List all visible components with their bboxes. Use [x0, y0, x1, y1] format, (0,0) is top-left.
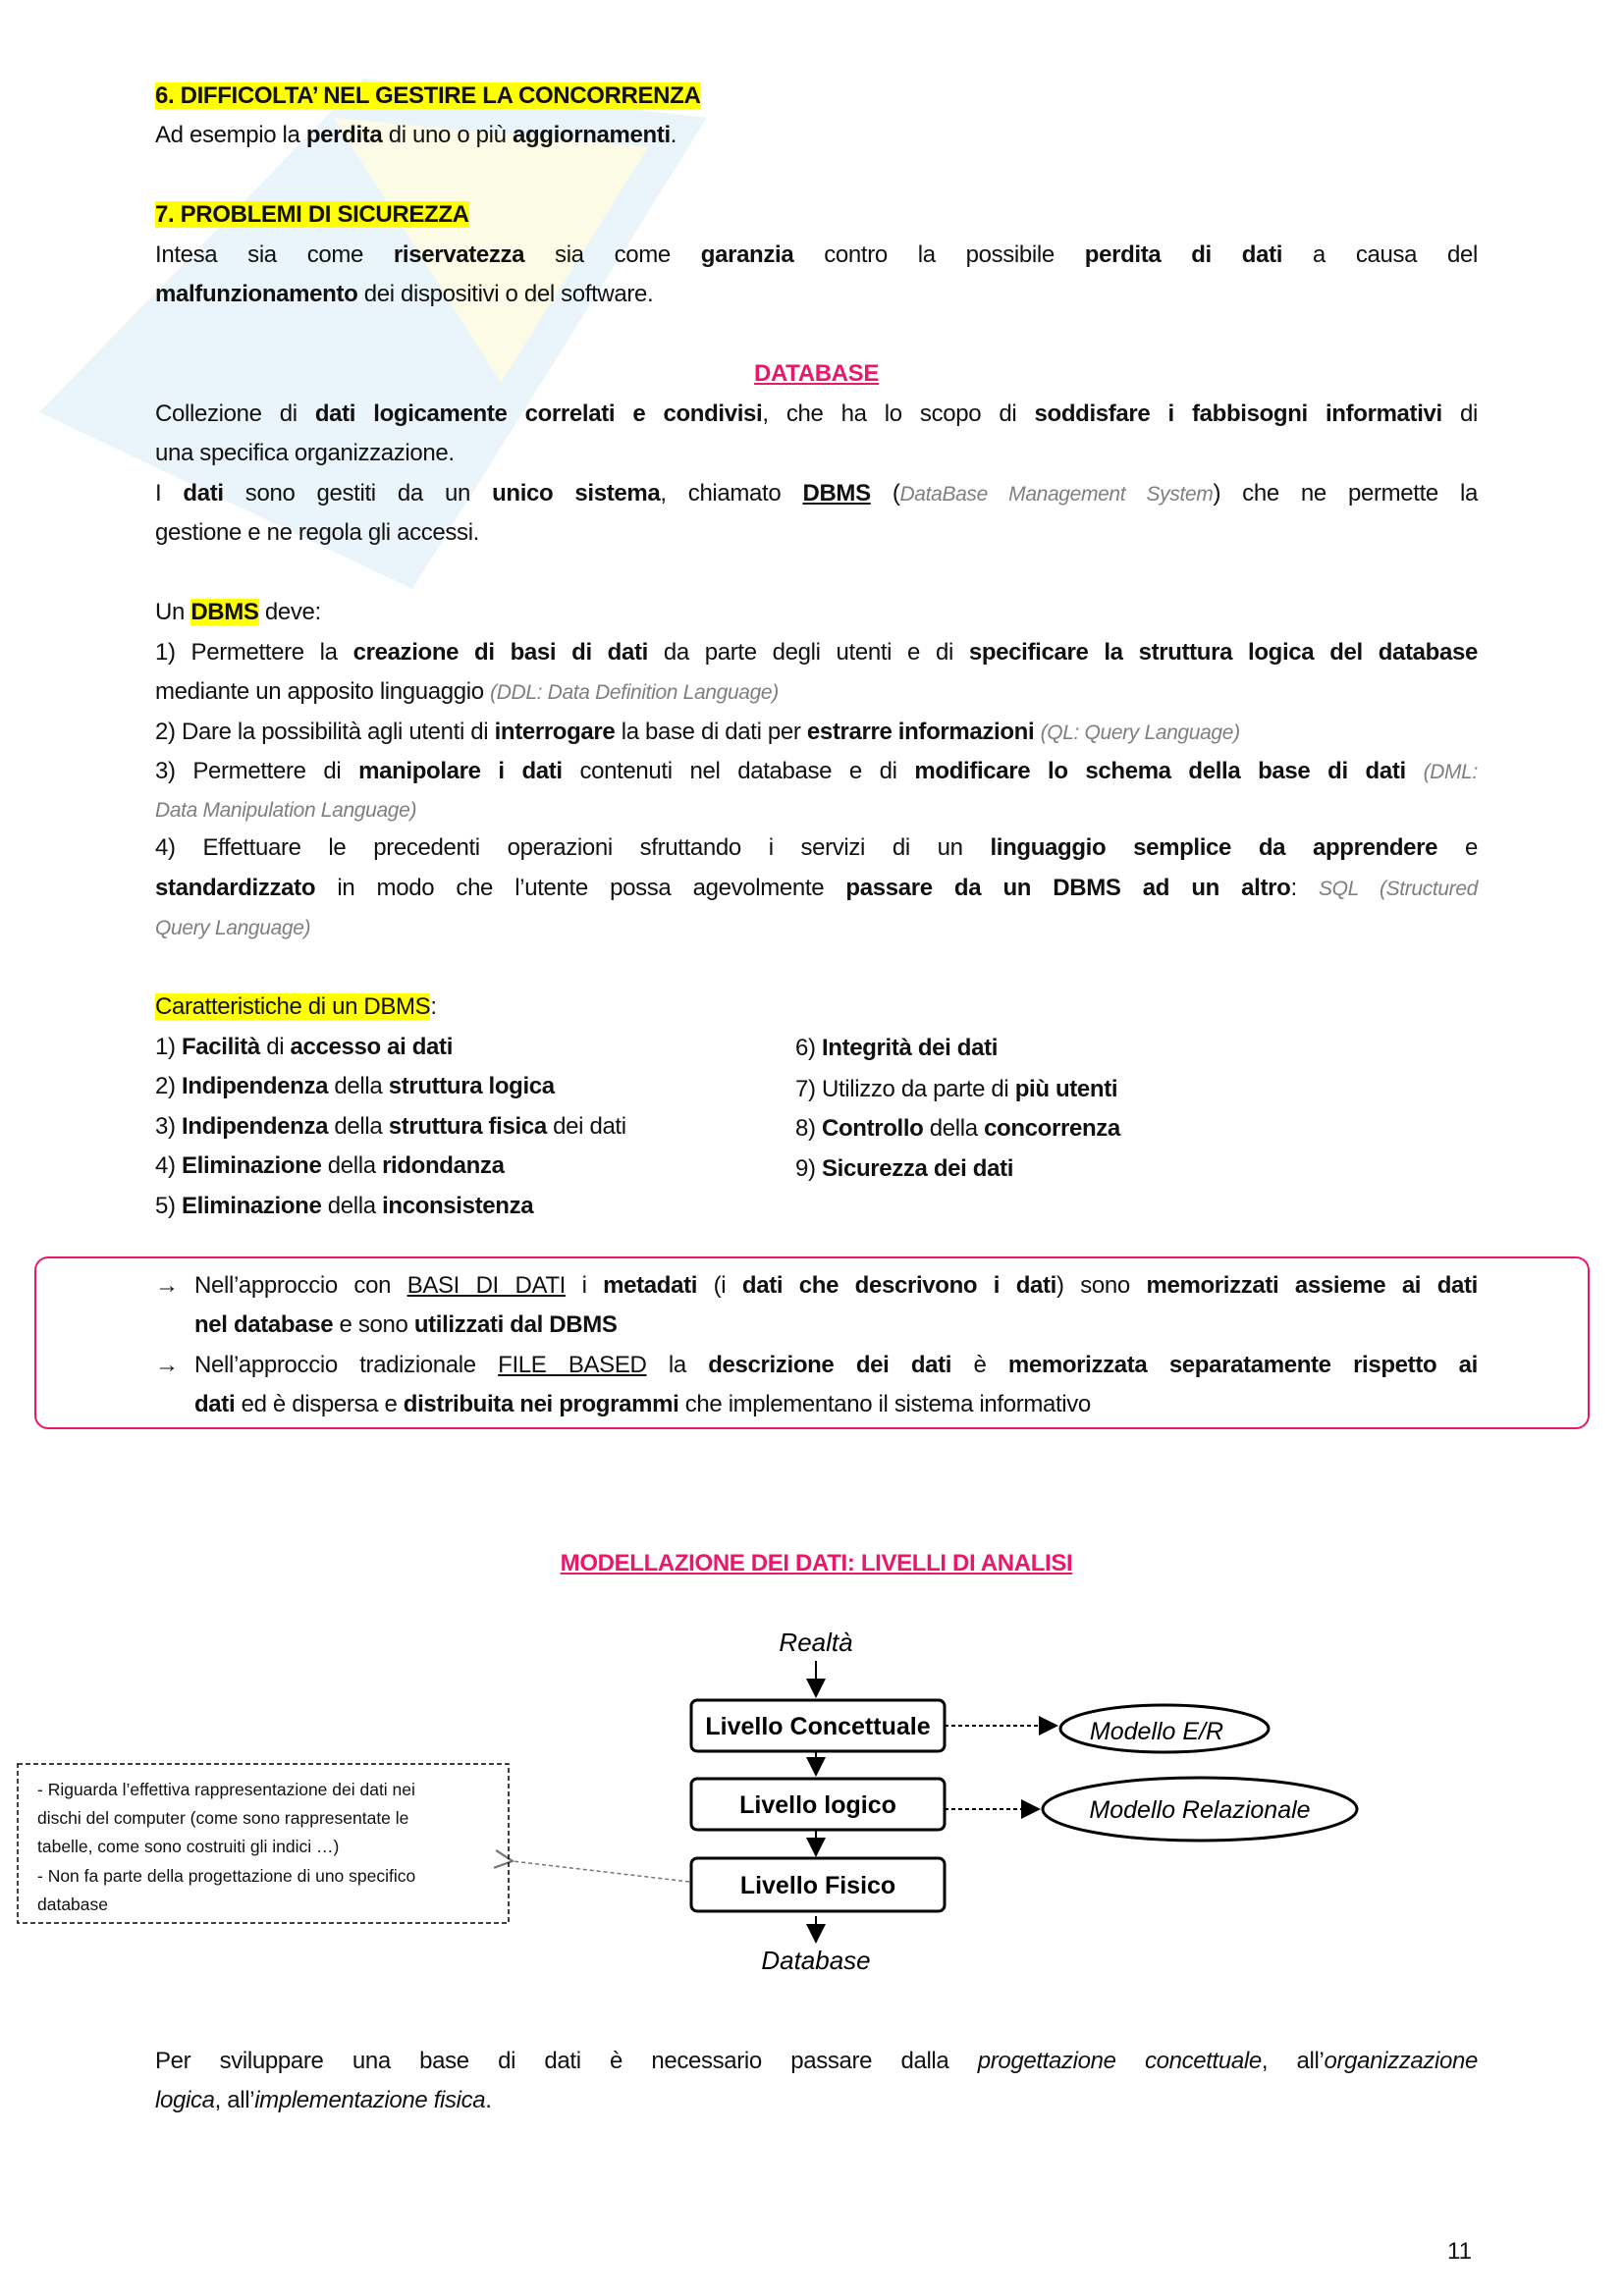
level-label: Livello logico: [739, 1791, 896, 1819]
level-label: Livello Fisico: [739, 1872, 896, 1899]
text-run: soddisfare i fabbisogni informativi: [1034, 400, 1442, 427]
text-run: Collezione di: [155, 400, 315, 427]
paragraph-sicurezza-line: [155, 279, 1478, 310]
text-run: estrarre informazioni: [806, 719, 1035, 745]
text-run: aggiornamenti: [512, 122, 671, 148]
level-label: Livello Concettuale: [705, 1713, 931, 1740]
text-run: che implementano il sistema informativo: [678, 1391, 1091, 1417]
feature-item: [155, 1191, 1478, 1222]
text-run: :: [1290, 875, 1319, 901]
text-run: (DDL: Data Definition Language): [490, 681, 779, 704]
text-run: di uno o più: [382, 122, 513, 148]
feature-item: [795, 1033, 1384, 1064]
text-run: metadati: [603, 1272, 698, 1299]
dashed-note-arrow: [513, 1861, 689, 1882]
callout-line: [194, 1350, 1478, 1381]
text-run: , chiamato: [660, 480, 803, 507]
note-line: database: [37, 1895, 109, 1914]
text-run: Query Language): [155, 917, 311, 939]
text-run: standardizzato: [155, 875, 316, 901]
text-run: mediante un apposito linguaggio: [155, 678, 491, 705]
text-run: dati: [183, 480, 224, 507]
text-run: Caratteristiche di un DBMS: [155, 993, 431, 1020]
text-run: Indipendenza: [181, 1073, 329, 1099]
text-run: DATABASE: [754, 360, 879, 387]
heading-modellazione: [155, 1548, 1478, 1579]
text-run: ) sono: [1056, 1272, 1147, 1299]
feature-item: [795, 1153, 1384, 1185]
text-run: utilizzati dal DBMS: [413, 1311, 618, 1338]
note-line: - Riguarda l’effettiva rappresentazione dei dati nei: [37, 1780, 415, 1799]
text-run: della: [321, 1152, 383, 1179]
text-run: modificare lo schema della base di dati: [914, 758, 1406, 784]
text-run: DataBase Management System: [899, 483, 1214, 506]
text-run: è: [951, 1352, 1008, 1378]
text-run: 3): [155, 1113, 182, 1140]
text-run: linguaggio semplice da apprendere: [990, 834, 1438, 861]
text-run: 9): [795, 1155, 822, 1182]
text-run: i: [565, 1272, 604, 1299]
text-run: dei dati: [546, 1113, 626, 1140]
arrow-right-icon: →: [155, 1272, 179, 1299]
text-run: (i: [697, 1272, 742, 1299]
text-run: struttura logica: [388, 1073, 555, 1099]
text-run: specificare la struttura logica del database: [968, 639, 1478, 666]
text-run: , che ha lo scopo di: [762, 400, 1035, 427]
text-run: Un: [155, 599, 191, 625]
text-run: ) che ne permette la: [1213, 480, 1478, 507]
text-run: riservatezza: [393, 241, 525, 268]
text-run: nel database: [194, 1311, 334, 1338]
note-line: dischi del computer (come sono rappresentate le: [37, 1808, 409, 1828]
text-run: della: [923, 1115, 985, 1142]
dbms-duty-line: [155, 912, 1478, 944]
dbms-duty-line: [155, 637, 1478, 668]
text-run: BASI DI DATI: [406, 1272, 566, 1299]
text-run: di: [259, 1034, 291, 1060]
heading-concorrenza: [155, 80, 1478, 112]
text-run: 1): [155, 1034, 182, 1060]
dbms-duty-line: [155, 717, 1478, 749]
text-run: [1406, 758, 1424, 784]
text-run: logica: [155, 2087, 215, 2113]
callout-line: [194, 1309, 1478, 1341]
text-run: (QL: Query Language): [1040, 721, 1240, 744]
database-definition-line: [155, 478, 1478, 510]
text-run: (DML:: [1423, 761, 1478, 783]
text-run: della: [328, 1113, 389, 1140]
text-run: perdita: [305, 122, 383, 148]
text-run: DBMS: [190, 599, 259, 625]
text-run: creazione di basi di dati: [352, 639, 648, 666]
text-run: accesso ai dati: [290, 1034, 454, 1060]
text-run: 3) Permettere di: [155, 758, 359, 784]
text-run: DBMS: [802, 480, 871, 507]
dbms-duty-line: [155, 832, 1478, 864]
text-run: implementazione fisica: [254, 2087, 486, 2113]
arrow-right-icon: →: [155, 1352, 179, 1378]
text-run: progettazione concettuale: [977, 2048, 1262, 2074]
text-run: della: [321, 1193, 383, 1219]
text-run: in modo che l’utente possa agevolmente: [315, 875, 846, 901]
database-definition-line: [155, 517, 1478, 549]
text-run: Ad esempio la: [155, 122, 306, 148]
text-run: concorrenza: [984, 1115, 1120, 1142]
text-run: 2): [155, 1073, 182, 1099]
text-run: perdita di dati: [1084, 241, 1283, 268]
text-run: malfunzionamento: [155, 281, 358, 307]
text-run: Integrità dei dati: [821, 1035, 999, 1061]
text-run: struttura fisica: [388, 1113, 547, 1140]
heading-sicurezza: [155, 199, 1478, 231]
feature-item: [795, 1113, 1384, 1145]
text-run: Indipendenza: [181, 1113, 329, 1140]
text-run: ridondanza: [382, 1152, 505, 1179]
heading-database: [155, 358, 1478, 390]
text-run: dati che descrivono i dati: [741, 1272, 1056, 1299]
text-run: inconsistenza: [382, 1193, 534, 1219]
text-run: passare da un DBMS ad un altro: [845, 875, 1291, 901]
text-run: Facilità: [181, 1034, 260, 1060]
dbms-duty-line: [155, 873, 1478, 905]
text-run: a causa del: [1282, 241, 1478, 268]
text-run: 4): [155, 1152, 182, 1179]
text-run: la: [646, 1352, 709, 1378]
text-run: Nell’approccio con: [194, 1272, 407, 1299]
model-label: Modello Relazionale: [1089, 1796, 1311, 1824]
text-run: unico sistema: [492, 480, 661, 507]
paragraph-concorrenza: [155, 120, 1478, 151]
heading-caratteristiche: [155, 991, 1478, 1023]
text-run: più utenti: [1014, 1076, 1118, 1102]
text-run: 6. DIFFICOLTA’ NEL GESTIRE LA CONCORRENZA: [155, 82, 701, 109]
text-run: Controllo: [821, 1115, 924, 1142]
text-run: contro la possibile: [793, 241, 1085, 268]
text-run: gestione e ne regola gli accessi.: [155, 519, 479, 546]
text-run: e sono: [333, 1311, 414, 1338]
text-run: e: [1437, 834, 1478, 861]
text-run: Eliminazione: [181, 1152, 322, 1179]
callout-line: [194, 1270, 1478, 1302]
text-run: la base di dati per: [615, 719, 807, 745]
text-run: deve:: [258, 599, 321, 625]
text-run: della: [328, 1073, 389, 1099]
levels-diagram: [0, 1610, 1624, 1983]
paragraph-sicurezza-line: [155, 240, 1478, 271]
text-run: una specifica organizzazione.: [155, 440, 455, 466]
text-run: Sicurezza dei dati: [821, 1155, 1014, 1182]
text-run: 6): [795, 1035, 822, 1061]
text-run: 4) Effettuare le precedenti operazioni sfruttando i servizi di un: [155, 834, 991, 861]
text-run: dati logicamente correlati e condivisi: [314, 400, 763, 427]
text-run: organizzazione: [1324, 2048, 1478, 2074]
dbms-intro: [155, 597, 1478, 628]
text-run: 1) Permettere la: [155, 639, 353, 666]
diagram-top-label: Realtà: [779, 1628, 853, 1657]
text-run: 5): [155, 1193, 182, 1219]
text-run: Eliminazione: [181, 1193, 322, 1219]
text-run: garanzia: [700, 241, 794, 268]
text-run: 8): [795, 1115, 822, 1142]
model-label: Modello E/R: [1089, 1718, 1224, 1745]
conclusion-line: [155, 2046, 1478, 2077]
text-run: SQL (Structured: [1318, 878, 1478, 900]
text-run: da parte degli utenti e di: [647, 639, 969, 666]
text-run: , all’: [1261, 2048, 1325, 2074]
note-text: [37, 1780, 415, 1914]
text-run: sono gestiti da un: [223, 480, 493, 507]
text-run: I: [155, 480, 184, 507]
diagram-bottom-label: Database: [761, 1946, 871, 1975]
conclusion-line: [155, 2085, 1478, 2116]
text-run: :: [430, 993, 437, 1020]
text-run: sia come: [524, 241, 701, 268]
text-run: 7. PROBLEMI DI SICUREZZA: [155, 201, 469, 228]
callout-line: [194, 1389, 1478, 1420]
text-run: , all’: [214, 2087, 255, 2113]
text-run: memorizzata separatamente rispetto ai: [1007, 1352, 1478, 1378]
text-run: 2) Dare la possibilità agli utenti di: [155, 719, 495, 745]
text-run: memorizzati assieme ai dati: [1146, 1272, 1478, 1299]
text-run: .: [670, 122, 677, 148]
dbms-duty-line: [155, 756, 1478, 788]
text-run: (: [870, 480, 900, 507]
text-run: Per sviluppare una base di dati è necessario passare dalla: [155, 2048, 978, 2074]
text-run: manipolare i dati: [358, 758, 563, 784]
text-run: descrizione dei dati: [708, 1352, 952, 1378]
text-run: MODELLAZIONE DEI DATI: LIVELLI DI ANALISI: [560, 1550, 1073, 1576]
text-run: dei dispositivi o del software.: [357, 281, 654, 307]
text-run: Intesa sia come: [155, 241, 394, 268]
text-run: FILE BASED: [498, 1352, 647, 1378]
feature-item: [795, 1074, 1384, 1105]
text-run: distribuita nei programmi: [403, 1391, 679, 1417]
text-run: Nell’approccio tradizionale: [194, 1352, 499, 1378]
dbms-duty-line: [155, 676, 1478, 709]
note-line: - Non fa parte della progettazione di uno specifico: [37, 1866, 416, 1886]
note-line: tabelle, come sono costruiti gli indici …): [37, 1837, 340, 1856]
text-run: di: [1441, 400, 1478, 427]
text-run: interrogare: [494, 719, 616, 745]
text-run: dati: [194, 1391, 236, 1417]
text-run: Data Manipulation Language): [155, 799, 417, 822]
database-definition-line: [155, 399, 1478, 430]
text-run: ed è dispersa e: [235, 1391, 404, 1417]
text-run: 7) Utilizzo da parte di: [795, 1076, 1015, 1102]
dbms-duty-line: [155, 794, 1478, 827]
text-run: .: [485, 2087, 492, 2113]
database-definition-line: [155, 438, 1478, 469]
page-number: 11: [1447, 2238, 1472, 2265]
text-run: contenuti nel database e di: [562, 758, 915, 784]
